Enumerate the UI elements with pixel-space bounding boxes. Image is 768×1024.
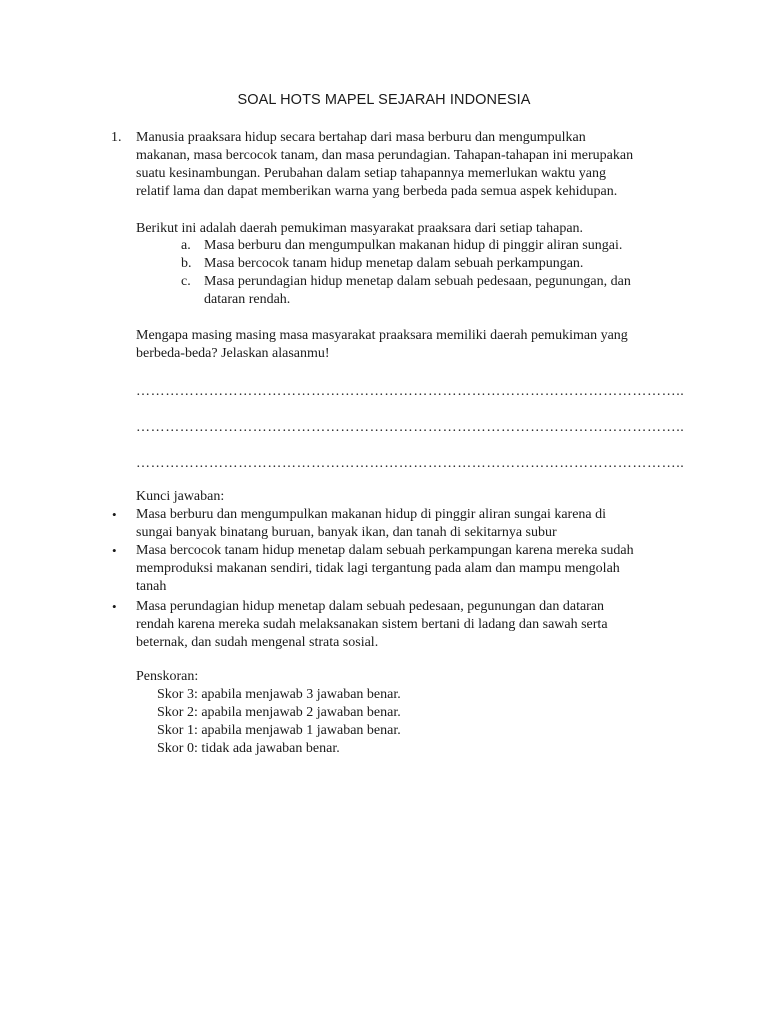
answer-line-text: tanah [136, 579, 167, 594]
scoring-label: Penskoran: [136, 669, 199, 684]
prompt-line: berbeda-beda? Jelaskan alasanmu! [136, 346, 330, 361]
option-text: Masa perundagian hidup menetap dalam sebuah pedesaan, pegunungan, dan [204, 274, 631, 289]
score-item: Skor 2: apabila menjawab 2 jawaban benar. [157, 705, 401, 720]
option-text: dataran rendah. [204, 292, 291, 307]
score-item: Skor 0: tidak ada jawaban benar. [157, 741, 340, 756]
paragraph-line: suatu kesinambungan. Perubahan dalam setiap tahapannya memerlukan waktu yang [136, 166, 607, 181]
paragraph-line: relatif lama dan dapat memberikan warna yang berbeda pada semua aspek kehidupan. [136, 184, 618, 199]
option-letter: c. [181, 274, 191, 289]
answer-line-text: sungai banyak binatang buruan, banyak ikan, dan tanah di sekitarnya subur [136, 525, 557, 540]
bullet-icon: • [112, 543, 117, 558]
paragraph-line: Manusia praaksara hidup secara bertahap dari masa berburu dan mengumpulkan [136, 130, 586, 145]
page-title: SOAL HOTS MAPEL SEJARAH INDONESIA [237, 92, 531, 108]
answer-line-text: Masa perundagian hidup menetap dalam sebuah pedesaan, pegunungan dan dataran [136, 599, 605, 614]
answer-line: ………………………………………………………………………………………………….. [136, 384, 685, 399]
answer-line-text: Masa bercocok tanam hidup menetap dalam sebuah perkampungan karena mereka sudah [136, 543, 634, 558]
option-text: Masa bercocok tanam hidup menetap dalam sebuah perkampungan. [204, 256, 584, 271]
answer-line-text: rendah karena mereka sudah melaksanakan sistem bertani di ladang dan sawah serta [136, 617, 608, 632]
option-letter: b. [181, 256, 192, 271]
prompt-line: Mengapa masing masing masa masyarakat praaksara memiliki daerah pemukiman yang [136, 328, 628, 343]
option-text: Masa berburu dan mengumpulkan makanan hidup di pinggir aliran sungai. [204, 238, 623, 253]
paragraph-line: makanan, masa bercocok tanam, dan masa perundagian. Tahapan-tahapan ini merupakan [136, 148, 634, 163]
bullet-icon: • [112, 507, 117, 522]
answer-line: ………………………………………………………………………………………………….. [136, 456, 685, 471]
option-letter: a. [181, 238, 191, 253]
answer-line: ………………………………………………………………………………………………….. [136, 420, 685, 435]
question-number: 1. [111, 130, 122, 145]
answer-key-label: Kunci jawaban: [136, 489, 225, 504]
answer-line-text: memproduksi makanan sendiri, tidak lagi tergantung pada alam dan mampu mengolah [136, 561, 620, 576]
score-item: Skor 3: apabila menjawab 3 jawaban benar. [157, 687, 401, 702]
bullet-icon: • [112, 599, 117, 614]
answer-line-text: beternak, dan sudah mengenal strata sosial. [136, 635, 379, 650]
score-item: Skor 1: apabila menjawab 1 jawaban benar. [157, 723, 401, 738]
answer-line-text: Masa berburu dan mengumpulkan makanan hidup di pinggir aliran sungai karena di [136, 507, 607, 522]
question-intro: Berikut ini adalah daerah pemukiman masyarakat praaksara dari setiap tahapan. [136, 221, 584, 236]
